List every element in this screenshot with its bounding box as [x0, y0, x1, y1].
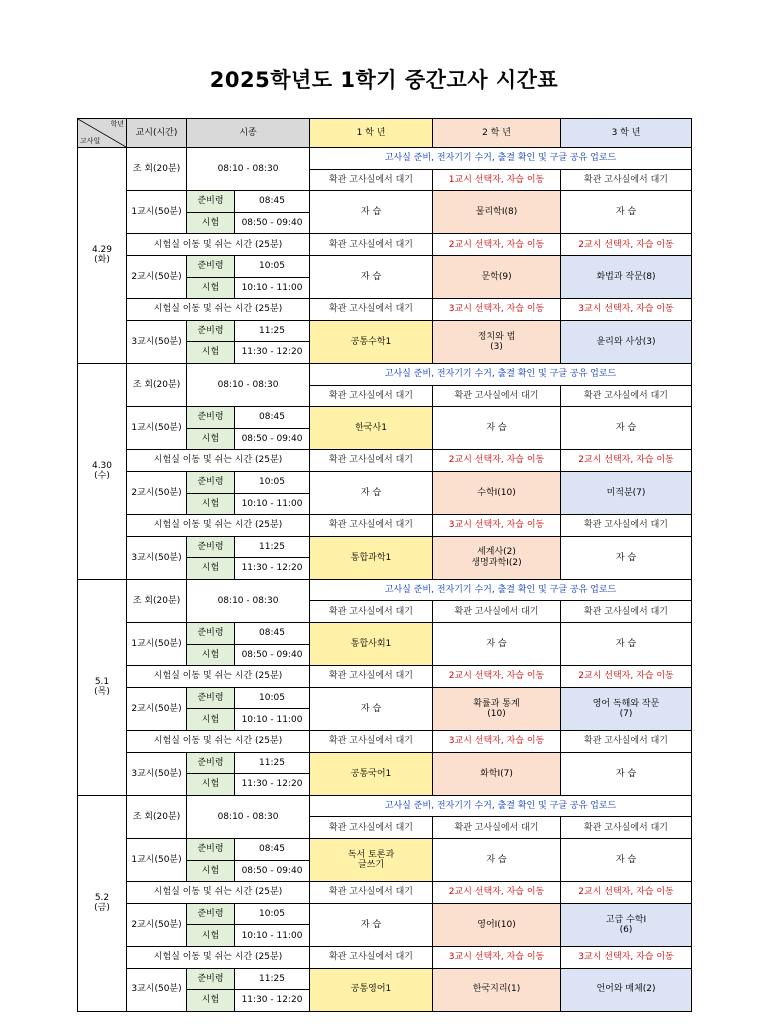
table-row	[78, 968, 692, 990]
prep-label: 준비령	[187, 687, 235, 709]
exam-g2-p1: 자 습	[433, 623, 561, 666]
table-row	[78, 623, 692, 645]
exam-label: 시험	[187, 925, 235, 947]
exam-g1-p3: 공통수학1	[310, 320, 433, 363]
prep-time: 10:05	[235, 471, 310, 493]
prep-label: 준비령	[187, 968, 235, 990]
period-label-p2: 2교시(50분)	[127, 903, 187, 946]
break-label: 시험실 이동 및 쉬는 시간 (25분)	[127, 946, 310, 968]
exam-timetable	[77, 118, 692, 1012]
notice-text: 고사실 준비, 전자기기 수거, 출결 확인 및 구글 공유 업로드	[310, 579, 692, 601]
homeroom-label: 조 회(20분)	[127, 148, 187, 191]
move-note: 2교시 선택자, 자습 이동	[433, 666, 561, 688]
table-row	[78, 666, 692, 688]
wait-note: 확관 고사실에서 대기	[310, 601, 433, 623]
exam-g1-p1: 자 습	[310, 191, 433, 234]
wait-note: 확관 고사실에서 대기	[310, 882, 433, 904]
exam-g2-line1: 세계사(2)	[477, 547, 516, 558]
table-row	[78, 255, 692, 277]
homeroom-time: 08:10 - 08:30	[187, 363, 310, 406]
exam-g1-p2: 자 습	[310, 255, 433, 298]
table-row	[78, 299, 692, 321]
period-label-p1: 1교시(50분)	[127, 407, 187, 450]
period-label-p3: 3교시(50분)	[127, 752, 187, 795]
wait-note: 확관 고사실에서 대기	[561, 385, 692, 407]
exam-date-weekday: (목)	[94, 687, 110, 698]
exam-g1-line2: 글쓰기	[357, 860, 385, 871]
move-note: 확관 고사실에서 대기	[433, 385, 561, 407]
exam-time: 08:50 - 09:40	[235, 860, 310, 882]
period-label-p3: 3교시(50분)	[127, 536, 187, 579]
exam-g1-p2: 자 습	[310, 687, 433, 730]
exam-label: 시험	[187, 558, 235, 580]
prep-time: 08:45	[235, 839, 310, 861]
exam-g1-p1: 통합사회1	[310, 623, 433, 666]
header-diagonal-cell	[78, 119, 127, 148]
wait-note: 확관 고사실에서 대기	[561, 601, 692, 623]
break-label: 시험실 이동 및 쉬는 시간 (25분)	[127, 234, 310, 256]
header-grade-3: 3 학 년	[561, 119, 692, 148]
break-label: 시험실 이동 및 쉬는 시간 (25분)	[127, 299, 310, 321]
exam-date	[78, 148, 127, 364]
prep-time: 08:45	[235, 191, 310, 213]
exam-g2-p2	[433, 687, 561, 730]
period-label-p2: 2교시(50분)	[127, 255, 187, 298]
exam-label: 시험	[187, 860, 235, 882]
exam-g3-p2: 미적분(7)	[561, 471, 692, 514]
exam-g3-line2: (7)	[619, 708, 633, 719]
exam-g3-line1: 영어 독해와 작문	[592, 698, 660, 709]
homeroom-label: 조 회(20분)	[127, 795, 187, 838]
move-note: 3교시 선택자, 자습 이동	[433, 299, 561, 321]
table-row	[78, 536, 692, 558]
break-label: 시험실 이동 및 쉬는 시간 (25분)	[127, 666, 310, 688]
move-note: 확관 고사실에서 대기	[433, 601, 561, 623]
exam-time: 10:10 - 11:00	[235, 925, 310, 947]
wait-note: 확관 고사실에서 대기	[561, 817, 692, 839]
exam-g2-line2: (10)	[487, 708, 506, 719]
wait-note: 확관 고사실에서 대기	[310, 817, 433, 839]
period-label-p2: 2교시(50분)	[127, 687, 187, 730]
exam-date-day: 4.29	[91, 245, 113, 256]
homeroom-time: 08:10 - 08:30	[187, 148, 310, 191]
header-grade-2: 2 학 년	[433, 119, 561, 148]
exam-g3-p2: 화법과 작문(8)	[561, 255, 692, 298]
table-row	[78, 946, 692, 968]
page-title: 2025학년도 1학기 중간고사 시간표	[209, 68, 559, 92]
exam-g1-p1: 한국사1	[310, 407, 433, 450]
exam-g2-p2: 수학Ⅰ(10)	[433, 471, 561, 514]
table-row	[78, 903, 692, 925]
table-row	[78, 687, 692, 709]
period-label-p1: 1교시(50분)	[127, 623, 187, 666]
move-note: 2교시 선택자, 자습 이동	[561, 666, 692, 688]
exam-g1-p1	[310, 839, 433, 882]
prep-label: 준비령	[187, 191, 235, 213]
exam-g2-p3	[433, 536, 561, 579]
exam-g2-p1: 자 습	[433, 839, 561, 882]
homeroom-label: 조 회(20분)	[127, 363, 187, 406]
prep-time: 08:45	[235, 407, 310, 429]
prep-time: 11:25	[235, 320, 310, 342]
exam-g3-p2	[561, 687, 692, 730]
exam-time: 10:10 - 11:00	[235, 493, 310, 515]
exam-date-weekday: (화)	[94, 255, 110, 266]
table-row	[78, 839, 692, 861]
move-note: 3교시 선택자, 자습 이동	[433, 731, 561, 753]
exam-g3-line1: 고급 수학Ⅰ	[605, 914, 647, 925]
prep-label: 준비령	[187, 320, 235, 342]
prep-label: 준비령	[187, 752, 235, 774]
prep-label: 준비령	[187, 471, 235, 493]
prep-time: 10:05	[235, 255, 310, 277]
wait-note: 확관 고사실에서 대기	[310, 731, 433, 753]
wait-note: 확관 고사실에서 대기	[310, 946, 433, 968]
prep-label: 준비령	[187, 255, 235, 277]
wait-note: 확관 고사실에서 대기	[310, 169, 433, 191]
move-note: 3교시 선택자, 자습 이동	[433, 946, 561, 968]
move-note: 3교시 선택자, 자습 이동	[561, 299, 692, 321]
move-note: 2교시 선택자, 자습 이동	[433, 234, 561, 256]
exam-date	[78, 579, 127, 795]
table-row	[78, 450, 692, 472]
break-label: 시험실 이동 및 쉬는 시간 (25분)	[127, 515, 310, 537]
prep-time: 11:25	[235, 536, 310, 558]
exam-label: 시험	[187, 493, 235, 515]
table-row	[78, 148, 692, 170]
header-time: 시종	[187, 119, 310, 148]
wait-note: 확관 고사실에서 대기	[310, 299, 433, 321]
exam-g2-p2: 영어Ⅰ(10)	[433, 903, 561, 946]
exam-g2-p3: 화학Ⅰ(7)	[433, 752, 561, 795]
exam-label: 시험	[187, 428, 235, 450]
exam-g3-p1: 자 습	[561, 839, 692, 882]
exam-time: 10:10 - 11:00	[235, 709, 310, 731]
exam-g3-p2	[561, 903, 692, 946]
exam-time: 11:30 - 12:20	[235, 990, 310, 1012]
exam-g1-p2: 자 습	[310, 471, 433, 514]
exam-g2-p1: 물리학Ⅰ(8)	[433, 191, 561, 234]
notice-text: 고사실 준비, 전자기기 수거, 출결 확인 및 구글 공유 업로드	[310, 795, 692, 817]
exam-date-day: 5.1	[94, 677, 110, 687]
exam-date	[78, 363, 127, 579]
exam-time: 11:30 - 12:20	[235, 774, 310, 796]
prep-label: 준비령	[187, 839, 235, 861]
exam-date-weekday: (수)	[94, 471, 110, 482]
period-label-p2: 2교시(50분)	[127, 471, 187, 514]
table-row	[78, 579, 692, 601]
period-label-p1: 1교시(50분)	[127, 839, 187, 882]
prep-time: 10:05	[235, 903, 310, 925]
prep-label: 준비령	[187, 623, 235, 645]
exam-label: 시험	[187, 212, 235, 234]
exam-g3-p3: 자 습	[561, 752, 692, 795]
exam-g2-line2: 생명과학Ⅰ(2)	[471, 557, 522, 568]
table-row	[78, 882, 692, 904]
table-row	[78, 731, 692, 753]
header-date-label: 고사일	[80, 136, 101, 145]
exam-g3-p3: 윤리와 사상(3)	[561, 320, 692, 363]
homeroom-label: 조 회(20분)	[127, 579, 187, 622]
exam-g1-line1: 독서 토론과	[347, 849, 395, 860]
exam-g3-p3: 언어와 매체(2)	[561, 968, 692, 1011]
exam-label: 시험	[187, 774, 235, 796]
move-note: 확관 고사실에서 대기	[561, 515, 692, 537]
exam-g2-p3	[433, 320, 561, 363]
exam-g3-p1: 자 습	[561, 623, 692, 666]
exam-g2-line2: (3)	[490, 341, 503, 352]
exam-g2-line1: 정치와 법	[477, 331, 516, 342]
table-row	[78, 752, 692, 774]
exam-date	[78, 795, 127, 1011]
exam-date-day: 5.2	[94, 892, 110, 903]
exam-g2-line1: 확률과 통계	[473, 698, 520, 709]
period-label-p3: 3교시(50분)	[127, 320, 187, 363]
period-label-p3: 3교시(50분)	[127, 968, 187, 1011]
table-row	[78, 515, 692, 537]
header-grade-1: 1 학 년	[310, 119, 433, 148]
exam-time: 11:30 - 12:20	[235, 558, 310, 580]
wait-note: 확관 고사실에서 대기	[310, 385, 433, 407]
prep-label: 준비령	[187, 903, 235, 925]
break-label: 시험실 이동 및 쉬는 시간 (25분)	[127, 450, 310, 472]
table-row	[78, 471, 692, 493]
wait-note: 확관 고사실에서 대기	[310, 450, 433, 472]
exam-g2-p2: 문학(9)	[433, 255, 561, 298]
wait-note: 확관 고사실에서 대기	[561, 169, 692, 191]
exam-g3-p1: 자 습	[561, 191, 692, 234]
wait-note: 확관 고사실에서 대기	[310, 515, 433, 537]
move-note: 2교시 선택자, 자습 이동	[561, 234, 692, 256]
header-row	[78, 119, 692, 148]
header-grade-label: 학년	[110, 120, 124, 128]
move-note: 확관 고사실에서 대기	[433, 817, 561, 839]
exam-time: 08:50 - 09:40	[235, 212, 310, 234]
homeroom-time: 08:10 - 08:30	[187, 795, 310, 838]
period-label-p1: 1교시(50분)	[127, 191, 187, 234]
table-row	[78, 363, 692, 385]
wait-note: 확관 고사실에서 대기	[310, 234, 433, 256]
exam-label: 시험	[187, 342, 235, 364]
exam-label: 시험	[187, 709, 235, 731]
notice-text: 고사실 준비, 전자기기 수거, 출결 확인 및 구글 공유 업로드	[310, 148, 692, 170]
table-row	[78, 795, 692, 817]
move-note: 2교시 선택자, 자습 이동	[561, 882, 692, 904]
exam-g2-p1: 자 습	[433, 407, 561, 450]
exam-g1-p3: 통합과학1	[310, 536, 433, 579]
wait-note: 확관 고사실에서 대기	[310, 666, 433, 688]
move-note: 3교시 선택자, 자습 이동	[561, 946, 692, 968]
exam-label: 시험	[187, 990, 235, 1012]
prep-label: 준비령	[187, 536, 235, 558]
move-note: 확관 고사실에서 대기	[561, 731, 692, 753]
exam-time: 10:10 - 11:00	[235, 277, 310, 299]
move-note: 2교시 선택자, 자습 이동	[561, 450, 692, 472]
exam-g1-p3: 공통영어1	[310, 968, 433, 1011]
header-period: 교시(시간)	[127, 119, 187, 148]
table-row	[78, 320, 692, 342]
exam-g3-p1: 자 습	[561, 407, 692, 450]
prep-label: 준비령	[187, 407, 235, 429]
exam-g1-p2: 자 습	[310, 903, 433, 946]
exam-date-day: 4.30	[91, 461, 113, 472]
table-row	[78, 407, 692, 429]
exam-g3-line2: (6)	[619, 924, 633, 935]
table-row	[78, 234, 692, 256]
break-label: 시험실 이동 및 쉬는 시간 (25분)	[127, 731, 310, 753]
exam-date-weekday: (금)	[94, 903, 110, 914]
move-note: 3교시 선택자, 자습 이동	[433, 515, 561, 537]
prep-time: 10:05	[235, 687, 310, 709]
move-note: 2교시 선택자, 자습 이동	[433, 882, 561, 904]
notice-text: 고사실 준비, 전자기기 수거, 출결 확인 및 구글 공유 업로드	[310, 363, 692, 385]
move-note: 2교시 선택자, 자습 이동	[433, 450, 561, 472]
exam-label: 시험	[187, 644, 235, 666]
exam-g1-p3: 공통국어1	[310, 752, 433, 795]
prep-time: 08:45	[235, 623, 310, 645]
table-row	[78, 191, 692, 213]
move-note: 1교시 선택자, 자습 이동	[433, 169, 561, 191]
exam-time: 11:30 - 12:20	[235, 342, 310, 364]
prep-time: 11:25	[235, 752, 310, 774]
exam-time: 08:50 - 09:40	[235, 644, 310, 666]
prep-time: 11:25	[235, 968, 310, 990]
exam-g3-p3: 자 습	[561, 536, 692, 579]
exam-time: 08:50 - 09:40	[235, 428, 310, 450]
exam-g2-p3: 한국지리(1)	[433, 968, 561, 1011]
homeroom-time: 08:10 - 08:30	[187, 579, 310, 622]
exam-label: 시험	[187, 277, 235, 299]
break-label: 시험실 이동 및 쉬는 시간 (25분)	[127, 882, 310, 904]
